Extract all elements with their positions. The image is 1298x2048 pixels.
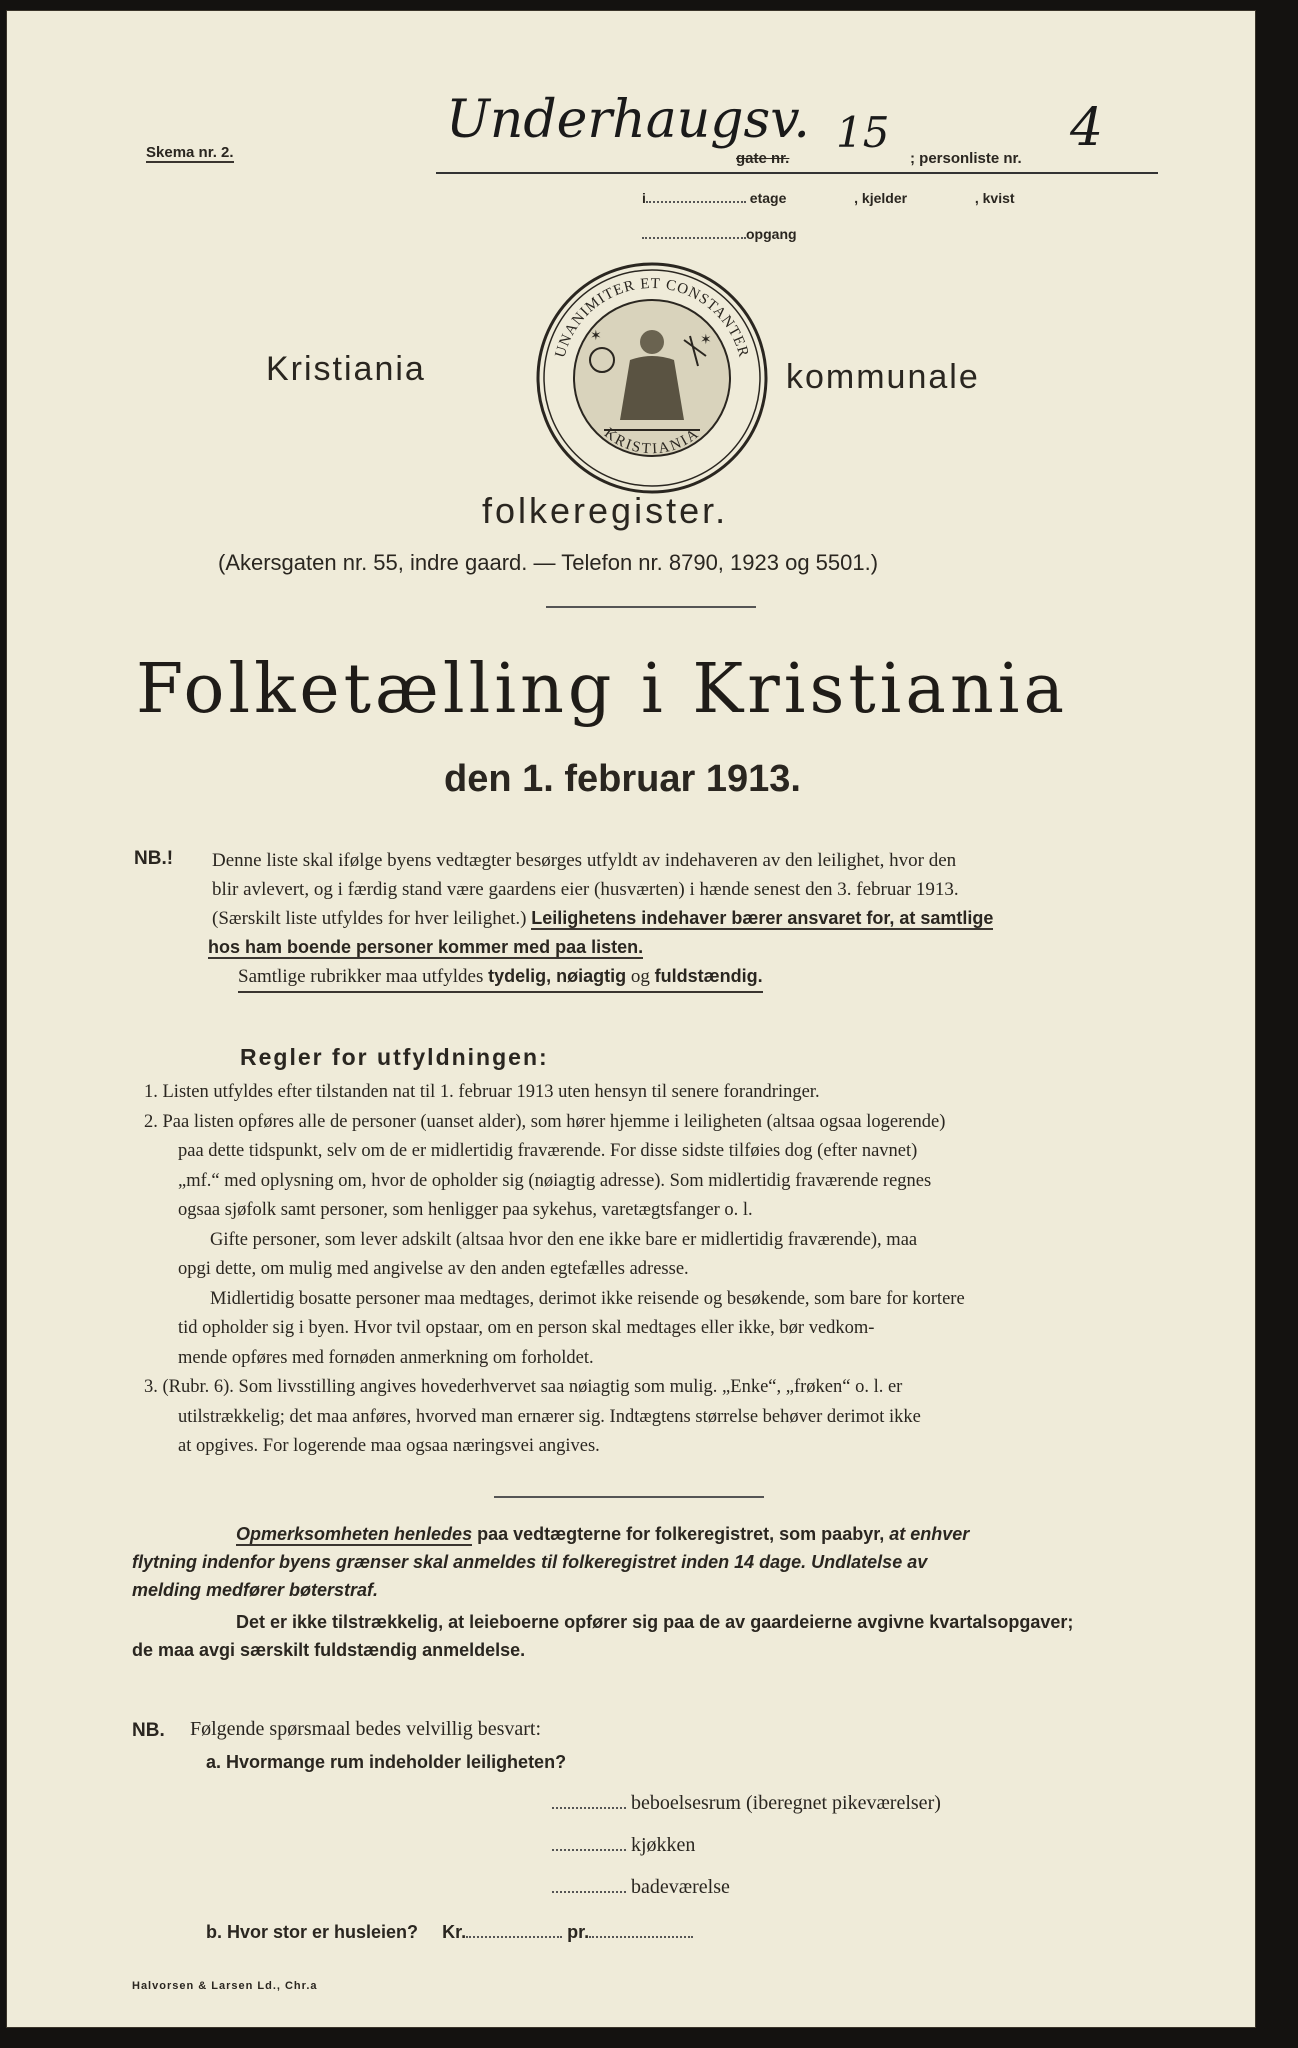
schema-number: Skema nr. 2. [146,144,234,161]
notice-line-2: flytning indenfor byens grænser skal anmeldes til folkeregistret inden 14 dage. Undlatelse av [132,1552,928,1572]
seal-motto: UNANIMITER ET CONSTANTER [552,275,752,360]
kjelder-label: , kjelder [854,190,908,206]
personliste-label: ; personliste nr. [910,150,1022,167]
rules-divider [494,1496,764,1498]
printer-credit: Halvorsen & Larsen Ld., Chr.a [132,1980,318,1992]
rule-3-b: utilstrækkelig; det maa anføres, hvorved man ernærer sig. Indtægtens størrelse behøver derimot ikke [178,1406,921,1427]
kitchen-label: kjøkken [631,1834,696,1856]
rule-3-a: 3. (Rubr. 6). Som livsstilling angives hovederhvervet saa nøiagtig som mulig. „Enke“, „frøken“ o. l. er [144,1377,903,1397]
rent-kr-label: Kr. [442,1922,467,1942]
rule-2-f: opgi dette, om mulig med angivelse av den anden egtefælles adresse. [178,1259,689,1279]
svg-text:✶: ✶ [590,329,602,344]
rent-pr-label: pr. [567,1922,590,1942]
nb-paragraph [208,846,1172,993]
nb-line-2: blir avlevert, og i færdig stand være gaardens eier (husværten) i hænde senest den 3. februar 1913. [212,879,959,900]
notice-line-4: Det er ikke tilstrækkelig, at leieboerne opfører sig paa de av gaardeierne avgivne kvartalsopgaver; [236,1612,1074,1632]
notice-line-5: de maa avgi særskilt fuldstændig anmeldelse. [132,1640,526,1660]
rule-2-g: Midlertidig bosatte personer maa medtages, derimot ikke reisende og besøkende, som bare for kortere [210,1288,965,1309]
nb-line-5: Samtlige rubrikker maa utfyldes tydelig, nøiagtig og fuldstændig. [238,962,763,993]
rent-period-field[interactable] [589,1936,693,1938]
gate-label: gate nr. [736,150,790,167]
question-a: a. Hvormange rum indeholder leiligheten? [206,1752,567,1772]
census-date: den 1. februar 1913. [444,758,801,800]
rent-amount-field[interactable] [466,1936,562,1938]
nb-line-4: hos ham boende personer kommer med paa listen. [208,937,644,957]
rule-1: 1. Listen utfyldes efter tilstanden nat til 1. februar 1913 uten hensyn til senere forandringer. [144,1082,820,1102]
nb-label: NB.! [134,848,174,869]
rule-2-i: mende opføres med fornøden anmerkning om forholdet. [178,1347,594,1368]
rule-2-a: 2. Paa listen opføres alle de personer (uanset alder), som hører hjemme i leiligheten (altsaa ogsaa logerende) [144,1111,946,1132]
seal-city: KRISTIANIA [601,425,703,458]
notice-line-1: Opmerksomheten henledes paa vedtægterne for folkeregistret, som paabyr, at enhver [236,1524,970,1544]
title-divider [546,606,756,608]
questions-nb: NB. [132,1720,165,1741]
etage-label: etage [749,190,787,206]
nb-line-3a: (Særskilt liste utfyldes for hver leilighet.) [212,908,527,929]
street-number-handwritten: 15 [836,108,890,157]
notice-line-3: melding medfører bøterstraf. [132,1580,379,1600]
street-handwritten: Underhaugsv. [446,90,810,150]
opgang-line [642,226,797,242]
opgang-label: opgang [746,226,797,242]
rule-2-c: „mf.“ med oplysning om, hvor de opholder sig (nøiagtig adresse). Som midlertidig fraværende regnes [178,1170,932,1191]
nb-line-1: Denne liste skal ifølge byens vedtægter besørges utfyldt av indehaveren av den leilighet, hvor den [212,850,957,871]
rule-2-d: ogsaa sjøfolk samt personer, som henligger paa sykehus, varetægtsfanger o. l. [178,1200,753,1220]
i-label: i [642,190,646,206]
rooms-label: beboelsesrum (iberegnet pikeværelser) [631,1792,941,1814]
rule-2-h: tid opholder sig i byen. Hvor tvil opstaar, om en person skal medtages eller ikke, bør vedkom- [178,1318,875,1338]
question-b [206,1922,693,1943]
nb-line-3 [212,904,1172,933]
rule-3-c: at opgives. For logerende maa ogsaa næringsvei angives. [178,1436,600,1456]
notice-paragraph [132,1520,1174,1664]
questions-intro: Følgende spørsmaal bedes velvillig besvart: [190,1718,542,1740]
title-right: kommunale [786,358,980,396]
census-form-page [6,10,1256,2028]
address-line [436,90,1158,174]
answer-rooms[interactable] [552,1792,941,1815]
personliste-handwritten: 4 [1070,98,1104,158]
title-left: Kristiania [266,350,426,388]
title-folkeregister: folkeregister. [482,490,729,531]
rule-2-e: Gifte personer, som lever adskilt (altsaa hvor den ene ikke bare er midlertidig fraværende), maa [210,1229,918,1250]
svg-text:✶: ✶ [700,333,712,348]
office-address: (Akersgaten nr. 55, indre gaard. — Telefon nr. 8790, 1923 og 5501.) [218,550,879,575]
kvist-label: , kvist [974,190,1015,206]
answer-kitchen[interactable] [552,1834,695,1857]
bathroom-label: badeværelse [631,1876,730,1898]
answer-bathroom[interactable] [552,1876,730,1899]
question-b-text: b. Hvor stor er husleien? [206,1922,419,1942]
nb-line-3b: Leilighetens indehaver bærer ansvaret for, at samtlige [531,908,994,928]
rule-2-b: paa dette tidspunkt, selv om de er midlertidig fraværende. For disse sidste tilføies dog (efter navnet) [178,1141,918,1161]
rules-list [144,1078,1172,1462]
main-title: Folketælling i Kristiania [136,650,1069,729]
floor-line [642,190,1015,206]
city-seal [534,260,770,496]
rules-heading: Regler for utfyldningen: [240,1044,549,1070]
